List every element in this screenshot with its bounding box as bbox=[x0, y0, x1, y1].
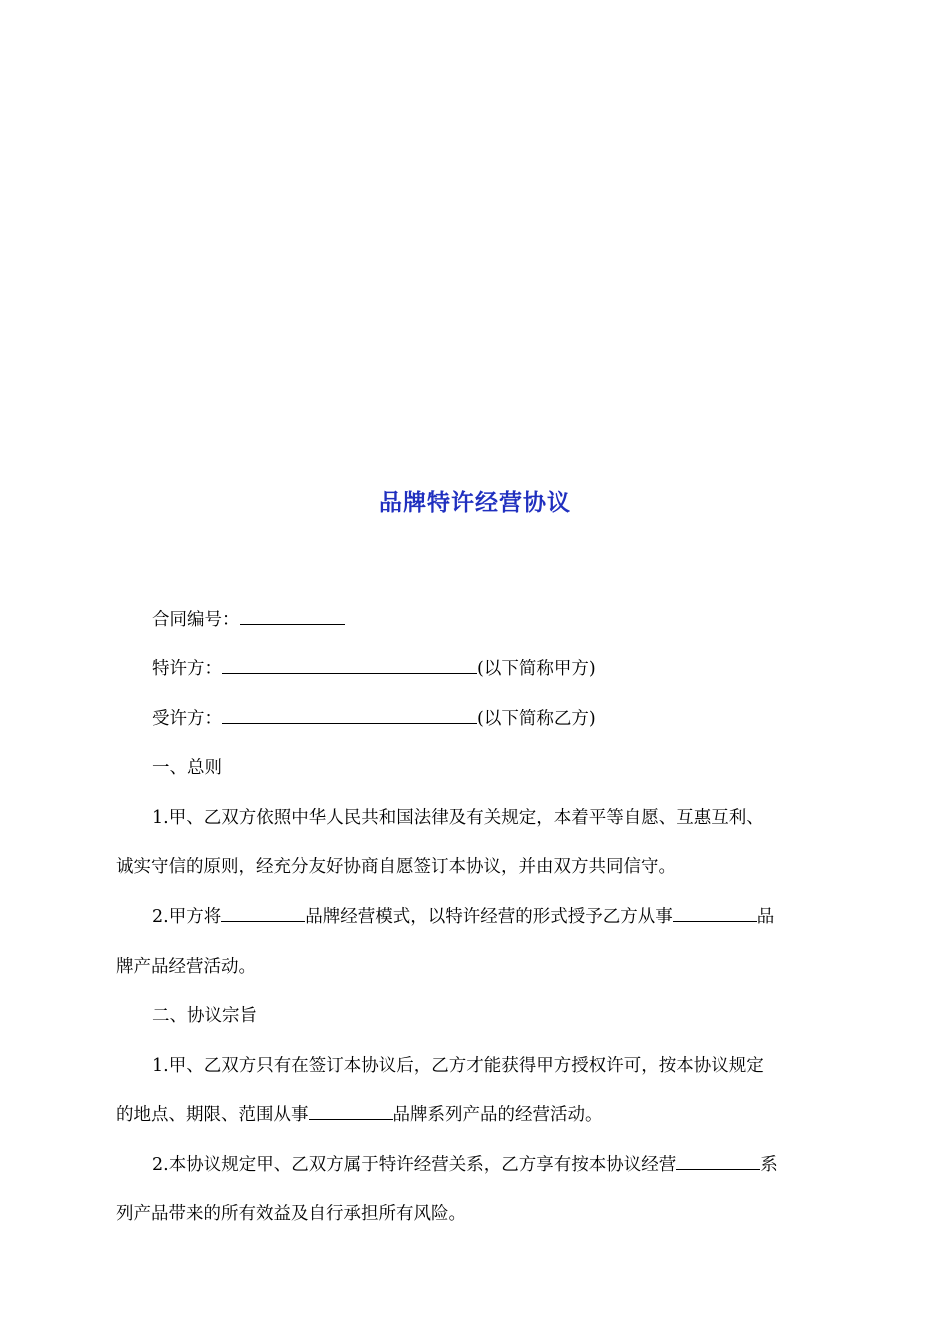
franchisor-label: 特许方： bbox=[152, 659, 222, 679]
s2-p2-text-a: 2.本协议规定甲、乙双方属于特许经营关系，乙方享有按本协议经营 bbox=[152, 1155, 677, 1175]
contract-number-line bbox=[116, 605, 872, 635]
document-title: 品牌特许经营协议 bbox=[379, 489, 571, 516]
franchisor-line bbox=[116, 654, 872, 684]
franchisee-line bbox=[116, 704, 872, 734]
section2-paragraph2-line2: 列产品带来的所有效益及自行承担所有风险。 bbox=[116, 1204, 466, 1224]
brand-name-blank-4[interactable] bbox=[676, 1151, 760, 1170]
s1-p2-text-c: 品 bbox=[756, 907, 775, 927]
brand-name-blank-3[interactable] bbox=[309, 1101, 393, 1120]
section1-paragraph2-line2: 牌产品经营活动。 bbox=[116, 957, 256, 977]
brand-name-blank-1[interactable] bbox=[221, 903, 305, 922]
contract-number-label: 合同编号： bbox=[152, 610, 240, 630]
brand-name-blank-2[interactable] bbox=[673, 903, 757, 922]
s1-p1-line1-text: 1.甲、乙双方依照中华人民共和国法律及有关规定，本着平等自愿、互惠互利、 bbox=[152, 808, 764, 828]
section-heading-general: 一、总则 bbox=[152, 758, 222, 778]
franchisee-blank[interactable] bbox=[222, 705, 477, 724]
franchisor-blank[interactable] bbox=[222, 655, 477, 674]
s1-p2-text-b: 品牌经营模式，以特许经营的形式授予乙方从事 bbox=[305, 907, 673, 927]
contract-number-blank[interactable] bbox=[240, 606, 345, 625]
section-heading-purpose: 二、协议宗旨 bbox=[152, 1006, 257, 1026]
franchisee-suffix: (以下简称乙方) bbox=[477, 709, 596, 729]
s2-p1-line2-text-b: 品牌系列产品的经营活动。 bbox=[392, 1105, 603, 1125]
s2-p1-line2-text-a: 的地点、期限、范围从事 bbox=[116, 1105, 309, 1125]
section1-paragraph2-line1 bbox=[116, 902, 836, 932]
s1-p2-text-a: 2.甲方将 bbox=[152, 907, 222, 927]
franchisor-suffix: (以下简称甲方) bbox=[477, 659, 596, 679]
s2-p2-text-b: 系 bbox=[760, 1155, 778, 1175]
section2-paragraph2-line1 bbox=[116, 1150, 836, 1180]
section1-paragraph1-line1 bbox=[116, 803, 836, 833]
franchisee-label: 受许方： bbox=[152, 709, 222, 729]
section2-paragraph1-line1 bbox=[116, 1051, 836, 1081]
section2-paragraph1-line2 bbox=[116, 1100, 836, 1130]
section1-paragraph1-line2: 诚实守信的原则，经充分友好协商自愿签订本协议，并由双方共同信守。 bbox=[116, 857, 676, 877]
s2-p1-line1-text: 1.甲、乙双方只有在签订本协议后，乙方才能获得甲方授权许可，按本协议规定 bbox=[152, 1056, 764, 1076]
